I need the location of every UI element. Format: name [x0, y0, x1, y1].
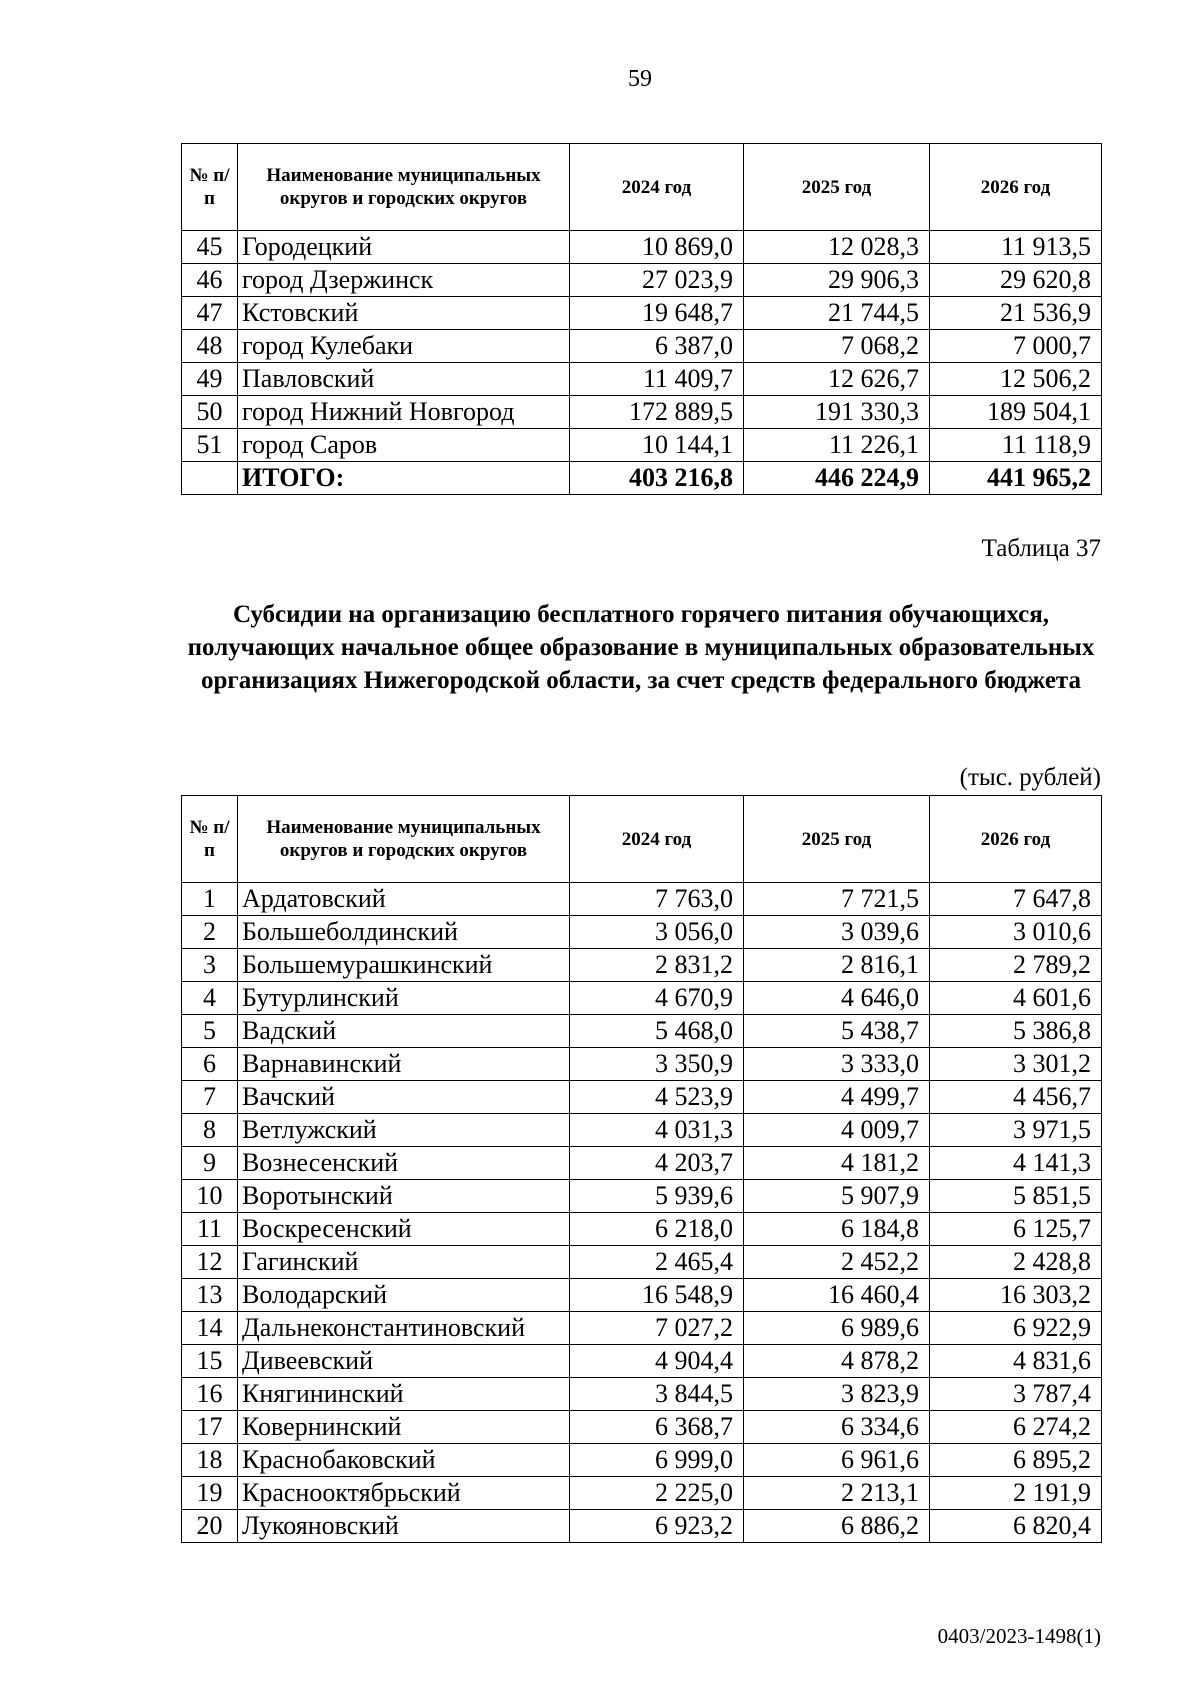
value-2024: 4 523,9	[570, 1081, 744, 1114]
row-number: 45	[182, 231, 238, 264]
table-37-title: Субсидии на организацию бесплатного горячего питания обучающихся, получающих начальное общее образование в муниципальных образовательных организациях Нижегородской области, за счет средств федерального бюджета	[187, 601, 1095, 694]
value-2025: 2 452,2	[744, 1246, 930, 1279]
row-number: 46	[182, 264, 238, 297]
value-2026: 3 971,5	[930, 1114, 1102, 1147]
header-2024: 2024 год	[570, 796, 744, 883]
value-2025: 4 009,7	[744, 1114, 930, 1147]
value-2025: 21 744,5	[744, 297, 930, 330]
table-row	[182, 1147, 1102, 1180]
header-name: Наименование муниципальных округов и городских округов	[238, 796, 570, 883]
row-number: 51	[182, 429, 238, 462]
row-number: 50	[182, 396, 238, 429]
table-row	[182, 1279, 1102, 1312]
value-2024: 2 225,0	[570, 1477, 744, 1510]
value-2025: 16 460,4	[744, 1279, 930, 1312]
table-row	[182, 1114, 1102, 1147]
value-2025: 3 039,6	[744, 916, 930, 949]
row-name: Княгининский	[238, 1378, 570, 1411]
row-name: Вадский	[238, 1015, 570, 1048]
row-name: город Нижний Новгород	[238, 396, 570, 429]
value-2026: 11 913,5	[930, 231, 1102, 264]
value-2026: 6 125,7	[930, 1213, 1102, 1246]
header-name: Наименование муниципальных округов и городских округов	[238, 144, 570, 231]
table-row	[182, 297, 1102, 330]
value-2024: 3 056,0	[570, 916, 744, 949]
table-row	[182, 231, 1102, 264]
value-2025: 2 213,1	[744, 1477, 930, 1510]
value-2026: 6 820,4	[930, 1510, 1102, 1543]
value-2026: 6 274,2	[930, 1411, 1102, 1444]
value-2026: 7 000,7	[930, 330, 1102, 363]
table-row	[182, 1048, 1102, 1081]
value-2024: 6 218,0	[570, 1213, 744, 1246]
value-2026: 189 504,1	[930, 396, 1102, 429]
header-2026: 2026 год	[930, 144, 1102, 231]
table-header-row	[182, 796, 1102, 883]
row-number: 3	[182, 949, 238, 982]
value-2024: 5 468,0	[570, 1015, 744, 1048]
value-2024: 4 203,7	[570, 1147, 744, 1180]
row-number: 11	[182, 1213, 238, 1246]
value-2025: 6 961,6	[744, 1444, 930, 1477]
table-row	[182, 916, 1102, 949]
value-2026: 5 386,8	[930, 1015, 1102, 1048]
value-2024: 4 904,4	[570, 1345, 744, 1378]
row-name: Воротынский	[238, 1180, 570, 1213]
value-2024: 16 548,9	[570, 1279, 744, 1312]
units-label: (тыс. рублей)	[959, 764, 1101, 791]
value-2026: 12 506,2	[930, 363, 1102, 396]
table-36-body	[182, 231, 1102, 495]
table-row	[182, 429, 1102, 462]
value-2025: 4 499,7	[744, 1081, 930, 1114]
value-2025: 7 721,5	[744, 883, 930, 916]
row-number: 1	[182, 883, 238, 916]
table-36-continued	[181, 143, 1102, 495]
row-number: 8	[182, 1114, 238, 1147]
table-row	[182, 330, 1102, 363]
value-2025: 2 816,1	[744, 949, 930, 982]
row-number: 47	[182, 297, 238, 330]
row-name: Ардатовский	[238, 883, 570, 916]
row-number: 7	[182, 1081, 238, 1114]
value-2025: 3 823,9	[744, 1378, 930, 1411]
value-2025: 6 886,2	[744, 1510, 930, 1543]
total-2024: 403 216,8	[570, 462, 744, 495]
value-2024: 10 144,1	[570, 429, 744, 462]
row-number: 48	[182, 330, 238, 363]
value-2026: 2 191,9	[930, 1477, 1102, 1510]
row-name: Краснобаковский	[238, 1444, 570, 1477]
table-row	[182, 1444, 1102, 1477]
table-row	[182, 949, 1102, 982]
row-name: Большеболдинский	[238, 916, 570, 949]
row-name: Дивеевский	[238, 1345, 570, 1378]
total-blank-cell	[182, 462, 238, 495]
value-2025: 191 330,3	[744, 396, 930, 429]
table-row	[182, 1411, 1102, 1444]
header-2025: 2025 год	[744, 144, 930, 231]
table-row	[182, 396, 1102, 429]
value-2024: 7 027,2	[570, 1312, 744, 1345]
row-name: Павловский	[238, 363, 570, 396]
value-2024: 3 350,9	[570, 1048, 744, 1081]
header-2025: 2025 год	[744, 796, 930, 883]
row-name: Бутурлинский	[238, 982, 570, 1015]
value-2026: 4 141,3	[930, 1147, 1102, 1180]
value-2024: 3 844,5	[570, 1378, 744, 1411]
row-number: 17	[182, 1411, 238, 1444]
value-2025: 6 184,8	[744, 1213, 930, 1246]
value-2025: 6 989,6	[744, 1312, 930, 1345]
table-row	[182, 264, 1102, 297]
row-number: 16	[182, 1378, 238, 1411]
row-number: 15	[182, 1345, 238, 1378]
value-2025: 11 226,1	[744, 429, 930, 462]
value-2025: 7 068,2	[744, 330, 930, 363]
value-2024: 4 031,3	[570, 1114, 744, 1147]
table-37-label: Таблица 37	[981, 535, 1101, 562]
value-2026: 11 118,9	[930, 429, 1102, 462]
table-header-row	[182, 144, 1102, 231]
row-number: 4	[182, 982, 238, 1015]
value-2026: 4 831,6	[930, 1345, 1102, 1378]
table-row	[182, 363, 1102, 396]
value-2026: 7 647,8	[930, 883, 1102, 916]
value-2024: 6 999,0	[570, 1444, 744, 1477]
row-name: Краснооктябрьский	[238, 1477, 570, 1510]
page-number: 59	[628, 66, 652, 92]
table-row	[182, 883, 1102, 916]
total-row	[182, 462, 1102, 495]
table-row	[182, 1345, 1102, 1378]
value-2026: 21 536,9	[930, 297, 1102, 330]
value-2024: 172 889,5	[570, 396, 744, 429]
row-name: город Саров	[238, 429, 570, 462]
value-2025: 3 333,0	[744, 1048, 930, 1081]
value-2026: 3 301,2	[930, 1048, 1102, 1081]
row-name: Лукояновский	[238, 1510, 570, 1543]
header-num: № п/п	[182, 144, 238, 231]
row-number: 13	[182, 1279, 238, 1312]
row-number: 5	[182, 1015, 238, 1048]
row-number: 49	[182, 363, 238, 396]
value-2024: 10 869,0	[570, 231, 744, 264]
table-row	[182, 1015, 1102, 1048]
value-2026: 2 789,2	[930, 949, 1102, 982]
row-name: Большемурашкинский	[238, 949, 570, 982]
value-2024: 2 465,4	[570, 1246, 744, 1279]
row-number: 14	[182, 1312, 238, 1345]
header-2024: 2024 год	[570, 144, 744, 231]
value-2025: 4 181,2	[744, 1147, 930, 1180]
value-2024: 27 023,9	[570, 264, 744, 297]
value-2025: 5 438,7	[744, 1015, 930, 1048]
value-2025: 4 878,2	[744, 1345, 930, 1378]
table-row	[182, 1378, 1102, 1411]
table-row	[182, 982, 1102, 1015]
value-2025: 29 906,3	[744, 264, 930, 297]
value-2024: 5 939,6	[570, 1180, 744, 1213]
value-2024: 11 409,7	[570, 363, 744, 396]
row-number: 6	[182, 1048, 238, 1081]
table-37	[181, 795, 1102, 1543]
table-row	[182, 1180, 1102, 1213]
value-2026: 6 922,9	[930, 1312, 1102, 1345]
value-2026: 2 428,8	[930, 1246, 1102, 1279]
total-2026: 441 965,2	[930, 462, 1102, 495]
value-2024: 2 831,2	[570, 949, 744, 982]
header-num: № п/п	[182, 796, 238, 883]
value-2025: 12 626,7	[744, 363, 930, 396]
row-name: Володарский	[238, 1279, 570, 1312]
total-2025: 446 224,9	[744, 462, 930, 495]
row-number: 19	[182, 1477, 238, 1510]
row-name: город Кулебаки	[238, 330, 570, 363]
table-37-body	[182, 883, 1102, 1543]
row-name: Вачский	[238, 1081, 570, 1114]
value-2026: 4 456,7	[930, 1081, 1102, 1114]
table-row	[182, 1477, 1102, 1510]
table-row	[182, 1213, 1102, 1246]
value-2026: 3 010,6	[930, 916, 1102, 949]
value-2024: 6 368,7	[570, 1411, 744, 1444]
row-name: Городецкий	[238, 231, 570, 264]
row-name: Ветлужский	[238, 1114, 570, 1147]
value-2026: 5 851,5	[930, 1180, 1102, 1213]
document-code: 0403/2023-1498(1)	[937, 1624, 1101, 1648]
value-2026: 6 895,2	[930, 1444, 1102, 1477]
value-2026: 3 787,4	[930, 1378, 1102, 1411]
value-2024: 6 387,0	[570, 330, 744, 363]
row-name: Варнавинский	[238, 1048, 570, 1081]
row-name: Ковернинский	[238, 1411, 570, 1444]
row-name: Кстовский	[238, 297, 570, 330]
row-name: город Дзержинск	[238, 264, 570, 297]
value-2024: 4 670,9	[570, 982, 744, 1015]
table-row	[182, 1246, 1102, 1279]
value-2026: 4 601,6	[930, 982, 1102, 1015]
row-name: Дальнеконстантиновский	[238, 1312, 570, 1345]
row-number: 20	[182, 1510, 238, 1543]
row-number: 9	[182, 1147, 238, 1180]
value-2026: 29 620,8	[930, 264, 1102, 297]
row-number: 12	[182, 1246, 238, 1279]
header-2026: 2026 год	[930, 796, 1102, 883]
row-name: Вознесенский	[238, 1147, 570, 1180]
value-2025: 6 334,6	[744, 1411, 930, 1444]
row-name: Воскресенский	[238, 1213, 570, 1246]
row-name: Гагинский	[238, 1246, 570, 1279]
table-row	[182, 1081, 1102, 1114]
value-2025: 12 028,3	[744, 231, 930, 264]
value-2024: 19 648,7	[570, 297, 744, 330]
row-number: 2	[182, 916, 238, 949]
value-2025: 4 646,0	[744, 982, 930, 1015]
row-number: 10	[182, 1180, 238, 1213]
value-2024: 6 923,2	[570, 1510, 744, 1543]
total-label: ИТОГО:	[238, 462, 570, 495]
table-row	[182, 1312, 1102, 1345]
value-2026: 16 303,2	[930, 1279, 1102, 1312]
value-2024: 7 763,0	[570, 883, 744, 916]
value-2025: 5 907,9	[744, 1180, 930, 1213]
table-row	[182, 1510, 1102, 1543]
row-number: 18	[182, 1444, 238, 1477]
